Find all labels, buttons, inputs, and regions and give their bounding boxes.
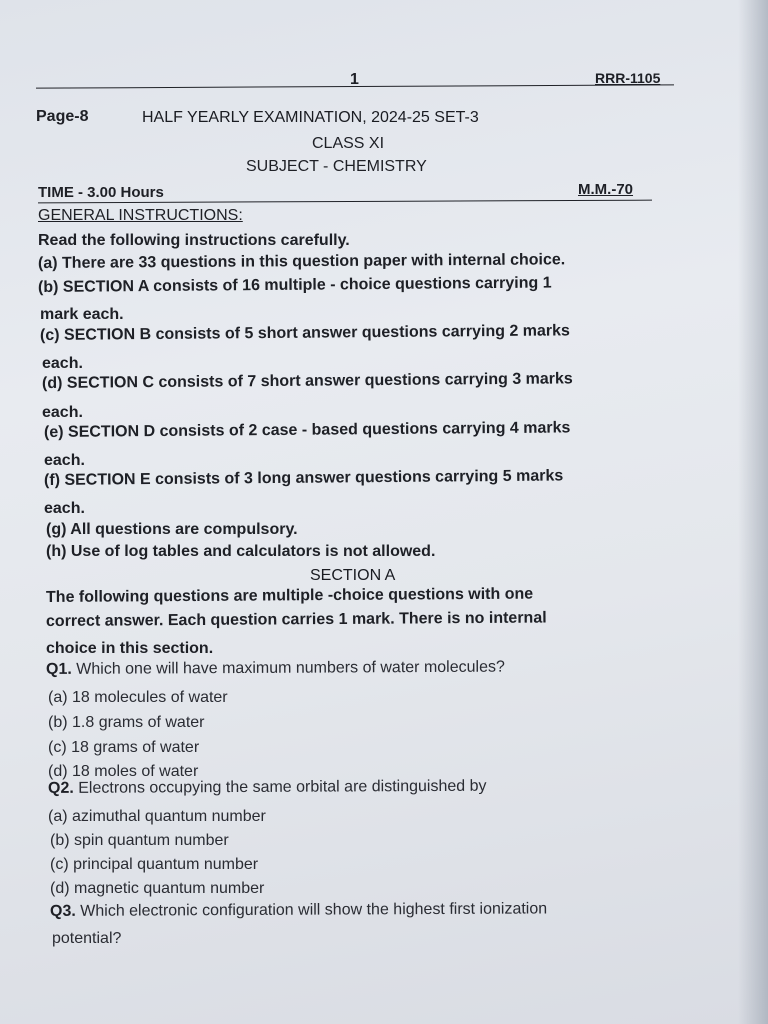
instruction-line: (e) SECTION D consists of 2 case - based questions carrying 4 marks bbox=[43, 419, 571, 441]
option: (c) 18 grams of water bbox=[48, 739, 200, 756]
instruction-line: each. bbox=[44, 452, 85, 469]
option: (a) azimuthal quantum number bbox=[48, 808, 266, 825]
option: (d) 18 moles of water bbox=[48, 763, 199, 780]
section-a-title: SECTION A bbox=[310, 567, 396, 584]
instruction-line: each. bbox=[42, 355, 83, 372]
option: (b) spin quantum number bbox=[50, 832, 229, 849]
question-number: Q2. bbox=[47, 779, 74, 797]
instruction-line: (g) All questions are compulsory. bbox=[46, 521, 298, 538]
instructions-intro: Read the following instructions carefully. bbox=[38, 232, 350, 249]
page-number: 1 bbox=[350, 71, 359, 88]
instruction-line: (f) SECTION E consists of 3 long answer questions carrying 5 marks bbox=[43, 467, 564, 489]
max-marks: M.M.-70 bbox=[578, 181, 634, 198]
question-text-continued: potential? bbox=[52, 930, 122, 947]
time-label: TIME - 3.00 Hours bbox=[38, 184, 164, 201]
page-label: Page-8 bbox=[36, 108, 89, 125]
instruction-line: (b) SECTION A consists of 16 multiple - choice questions carrying 1 bbox=[37, 274, 552, 296]
subject-label: SUBJECT - CHEMISTRY bbox=[246, 158, 427, 175]
page-shadow bbox=[738, 0, 768, 1024]
instruction-line: (d) SECTION C consists of 7 short answer questions carrying 3 marks bbox=[41, 370, 573, 392]
question-number: Q3. bbox=[49, 902, 76, 920]
section-intro-line: The following questions are multiple -choice questions with one bbox=[45, 585, 534, 606]
section-intro-line: choice in this section. bbox=[46, 640, 214, 657]
question-2 bbox=[48, 777, 487, 799]
instructions-heading: GENERAL INSTRUCTIONS: bbox=[38, 207, 243, 224]
question-1 bbox=[46, 658, 505, 680]
exam-title: HALF YEARLY EXAMINATION, 2024-25 SET-3 bbox=[142, 109, 479, 126]
instruction-line: (a) There are 33 questions in this question paper with internal choice. bbox=[37, 251, 566, 272]
question-3 bbox=[50, 899, 547, 922]
option: (a) 18 molecules of water bbox=[48, 689, 228, 706]
option: (d) magnetic quantum number bbox=[50, 880, 265, 897]
section-intro-line: correct answer. Each question carries 1 mark. There is no internal bbox=[45, 609, 547, 630]
question-text: Electrons occupying the same orbital are distinguished by bbox=[73, 777, 487, 797]
instruction-line: each. bbox=[42, 404, 83, 421]
question-text: Which one will have maximum numbers of water molecules? bbox=[71, 658, 505, 678]
instruction-line: each. bbox=[44, 500, 85, 517]
class-label: CLASS XI bbox=[312, 135, 385, 152]
option: (c) principal quantum number bbox=[50, 856, 259, 873]
paper-code: RRR-1105 bbox=[595, 70, 661, 86]
option: (b) 1.8 grams of water bbox=[48, 714, 205, 731]
instruction-line: mark each. bbox=[40, 306, 124, 323]
instruction-line: (c) SECTION B consists of 5 short answer questions carrying 2 marks bbox=[39, 322, 570, 344]
question-text: Which electronic configuration will show the highest first ionization bbox=[75, 900, 548, 920]
instruction-line: (h) Use of log tables and calculators is not allowed. bbox=[46, 543, 436, 560]
question-number: Q1. bbox=[45, 660, 72, 678]
